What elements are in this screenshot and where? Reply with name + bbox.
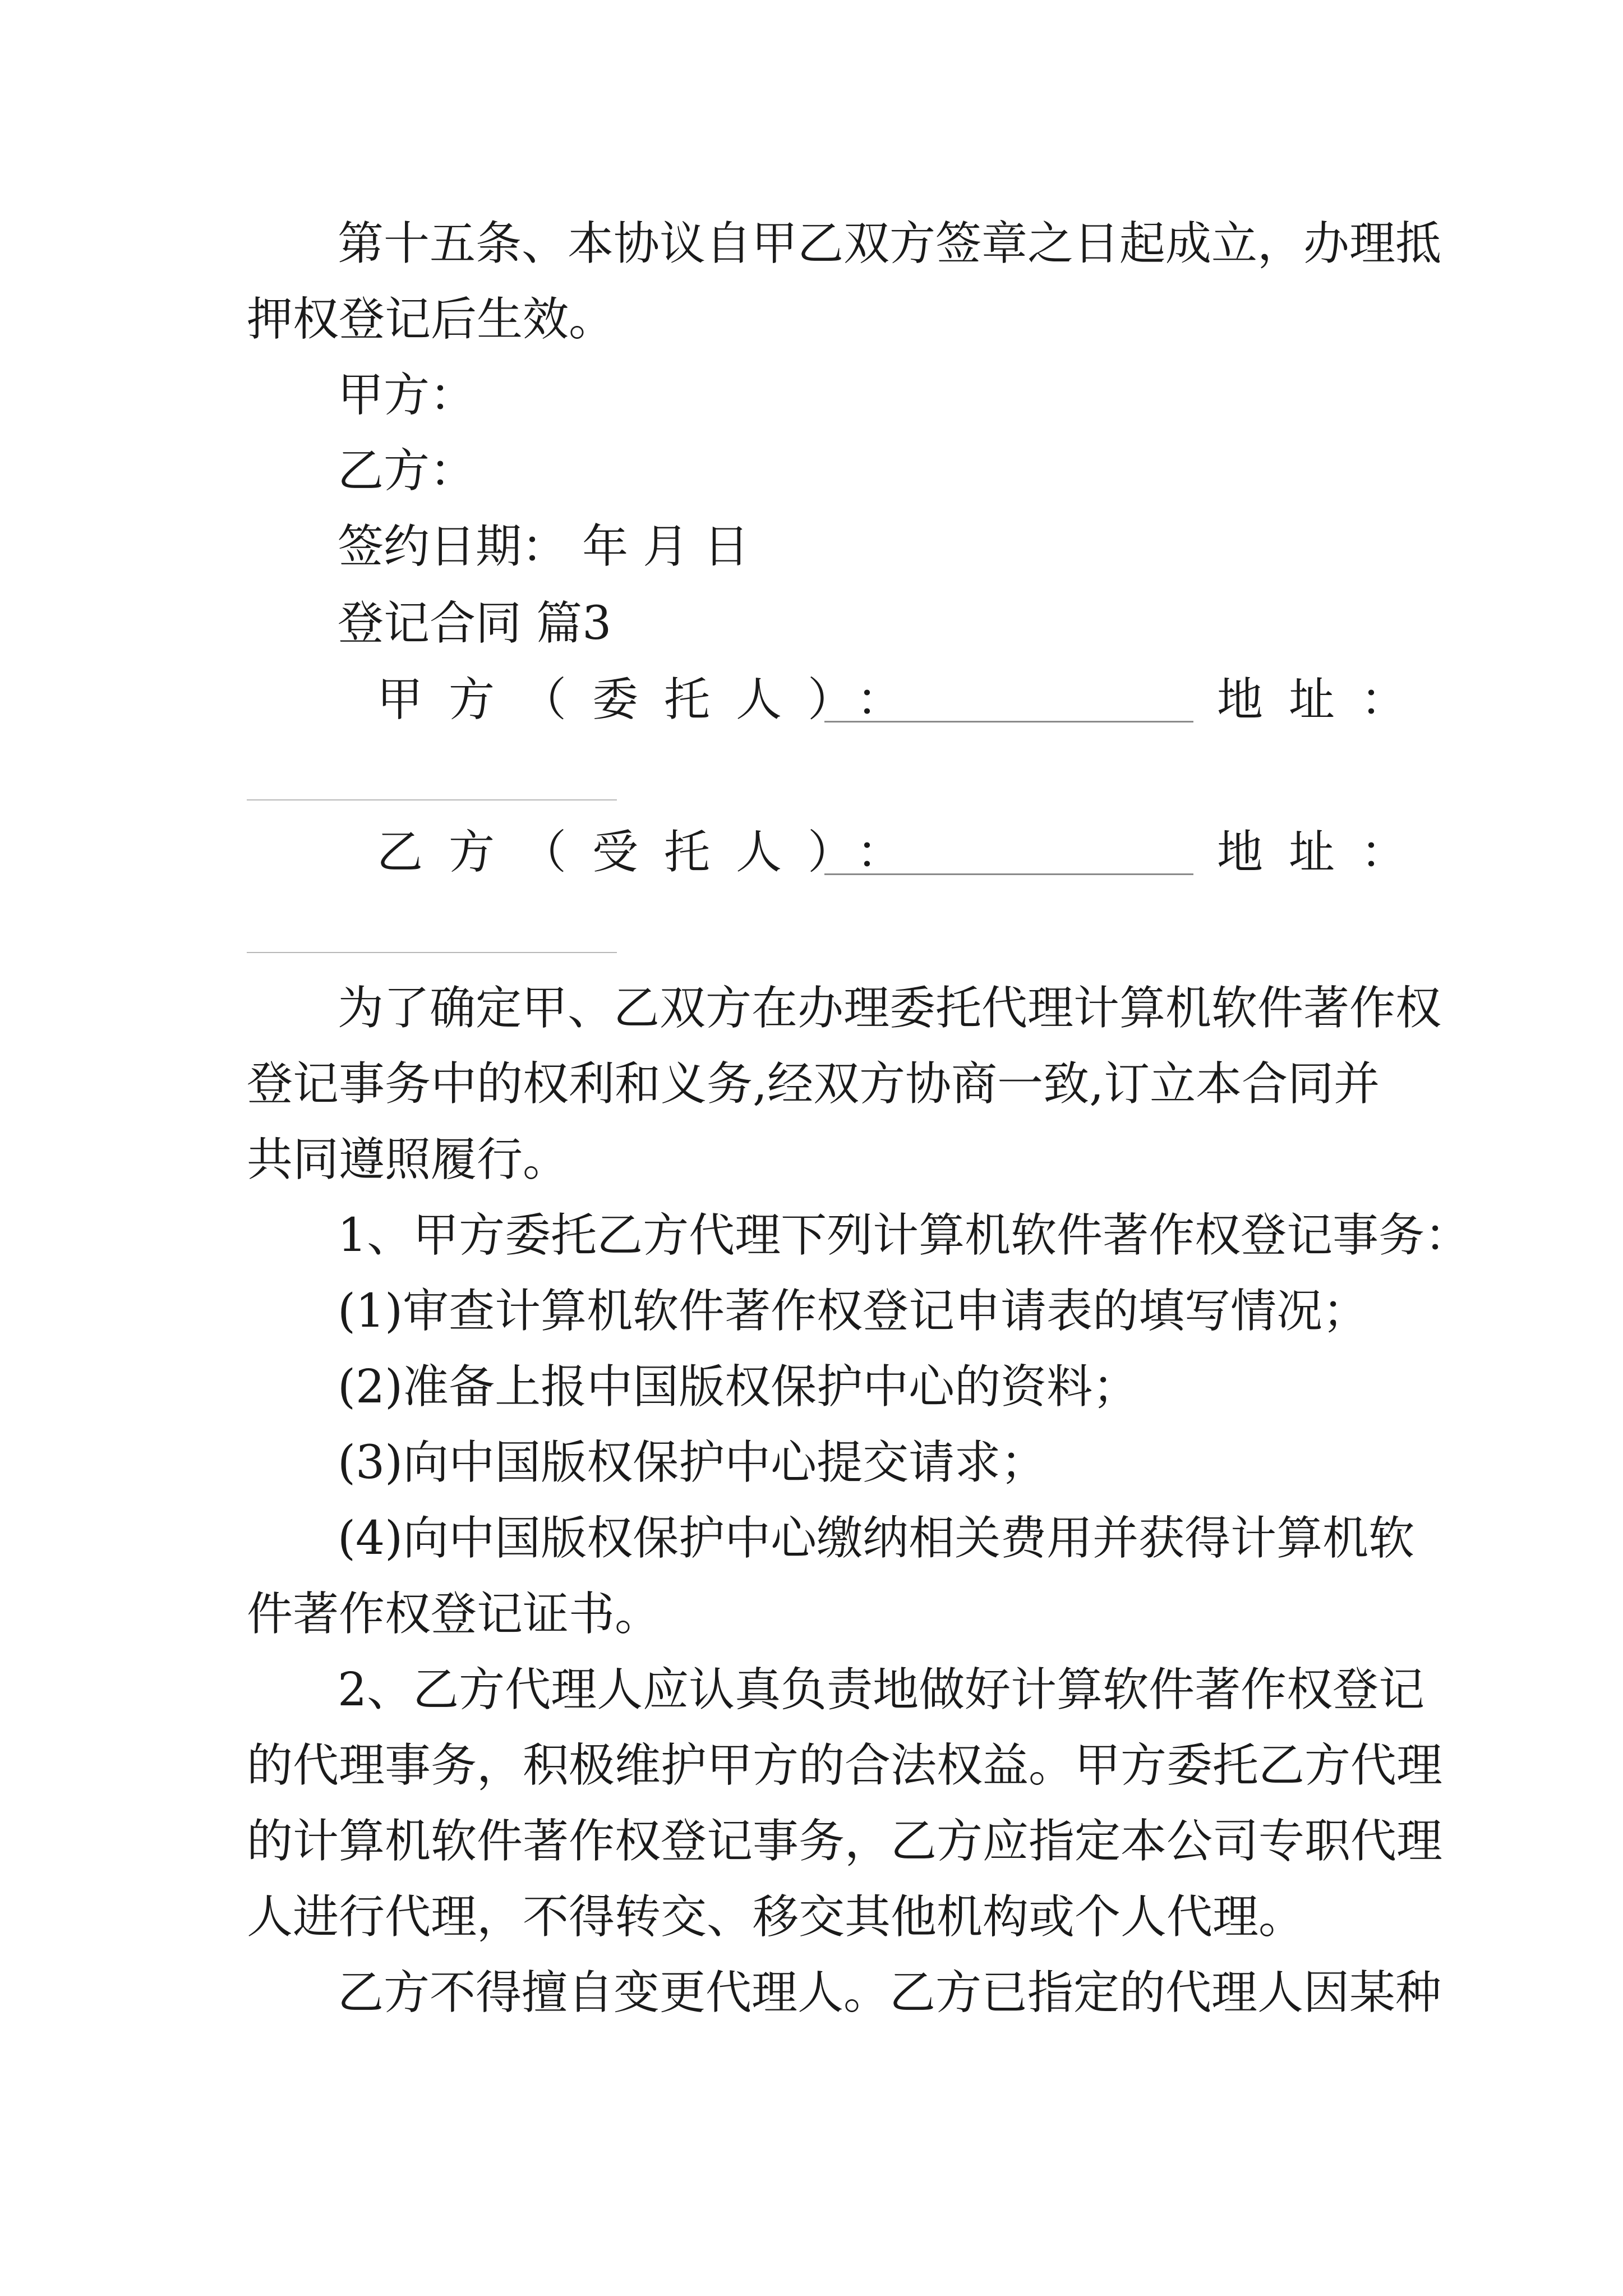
party-a-address-label: 地址：	[1217, 673, 1433, 726]
party-b-address-blank[interactable]	[247, 952, 617, 953]
signing-date-line: 签约日期： 年 月 日	[338, 520, 750, 573]
clause-1-item-2: (2)准备上报中国版权保护中心的资料；	[338, 1360, 1139, 1414]
party-b-agent-label: 乙方（受托人）：	[377, 826, 929, 879]
clause-2-line-4: 人进行代理，不得转交、移交其他机构或个人代理。	[247, 1890, 1305, 1944]
party-b-address-label: 地址：	[1217, 826, 1433, 879]
clause-1-line: 1、甲方委托乙方代理下列计算机软件著作权登记事务：	[338, 1209, 1471, 1262]
party-a-client-blank[interactable]	[824, 721, 1193, 723]
preamble-line-3: 共同遵照履行。	[247, 1133, 569, 1186]
party-a-client-label: 甲方（委托人）：	[377, 673, 929, 726]
clause-2-line-1: 2、乙方代理人应认真负责地做好计算软件著作权登记	[338, 1663, 1425, 1717]
clause-2-line-3: 的计算机软件著作权登记事务，乙方应指定本公司专职代理	[247, 1815, 1443, 1868]
section-heading: 登记合同 篇3	[338, 597, 612, 650]
clause-1-item-1: (1)审查计算机软件著作权登记申请表的填写情况；	[338, 1285, 1369, 1338]
party-b-signature-label: 乙方：	[338, 444, 476, 498]
agent-change-line-1: 乙方不得擅自变更代理人。乙方已指定的代理人因某种	[338, 1966, 1442, 2019]
party-a-signature-label: 甲方：	[338, 369, 476, 422]
clause-1-item-4-line-2: 件著作权登记证书。	[247, 1588, 661, 1641]
preamble-line-1: 为了确定甲、乙双方在办理委托代理计算机软件著作权	[338, 982, 1442, 1035]
article-15-line-2: 押权登记后生效。	[247, 293, 615, 346]
article-15-line-1: 第十五条、本协议自甲乙双方签章之日起成立，办理抵	[338, 217, 1442, 270]
clause-1-item-4-line-1: (4)向中国版权保护中心缴纳相关费用并获得计算机软	[338, 1512, 1415, 1565]
preamble-line-2: 登记事务中的权利和义务,经双方协商一致,订立本合同并	[247, 1057, 1380, 1111]
party-a-address-blank[interactable]	[247, 799, 617, 800]
clause-1-item-3: (3)向中国版权保护中心提交请求；	[338, 1436, 1047, 1489]
party-b-agent-blank[interactable]	[824, 873, 1193, 875]
clause-2-line-2: 的代理事务，积极维护甲方的合法权益。甲方委托乙方代理	[247, 1739, 1443, 1792]
